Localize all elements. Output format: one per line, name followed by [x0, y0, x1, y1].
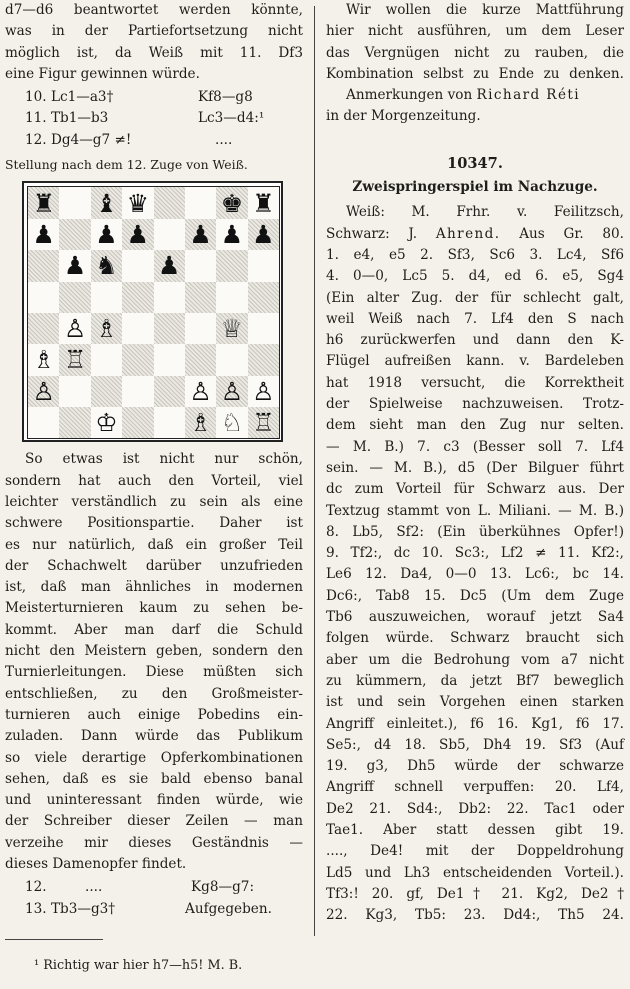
board-square — [216, 344, 247, 375]
game-body — [326, 202, 624, 926]
footnote-text: Richtig war hier h7—h5! M. B. — [43, 958, 243, 973]
board-square — [185, 187, 216, 218]
text-line — [326, 224, 624, 245]
board-square — [59, 407, 90, 438]
text-line: Flügel aufreißen kann. v. Bardeleben — [326, 353, 624, 370]
text-line: entschließen, zu den Großmeister- — [5, 685, 303, 702]
board-square — [122, 250, 153, 281]
right-column — [326, 0, 624, 926]
text-line: De2 21. Sd4:, Db2: 22. Tac1 oder — [326, 800, 624, 817]
board-square: ♞ — [91, 250, 122, 281]
left-column — [5, 0, 303, 920]
ellipsis: .... — [85, 879, 103, 896]
text-line: Se5:, d4 18. Sb5, Dh4 19. Sf3 (Auf — [326, 736, 624, 753]
text-line: 1. e4, e5 2. Sf3, Sc6 3. Lc4, Sf6 — [326, 246, 624, 263]
board-square — [91, 282, 122, 313]
text-line: leichter verständlich zu sein als eine — [5, 493, 303, 510]
black-move: Kf8—g8 — [198, 89, 253, 106]
game-title: Zweispringerspiel im Nachzuge. — [352, 179, 598, 196]
text-line: der Spielweise nachzuweisen. Trotz- — [326, 396, 624, 413]
text-line: Angriff einleitet.), f6 16. Kg1, f6 17. — [326, 715, 624, 732]
left-intro-paragraph — [5, 0, 303, 85]
text-line: der Schachwelt darüber unzufrieden — [5, 557, 303, 574]
text-line: schwere Positionspartie. Daher ist — [5, 515, 303, 532]
white-move: 13. Tb3—g3† — [25, 900, 116, 917]
black-move: .... — [215, 131, 233, 148]
board-square — [154, 376, 185, 407]
move-row — [5, 130, 303, 151]
board-square — [154, 407, 185, 438]
source-ref: Aus Gr. 80. — [519, 225, 625, 242]
board-square: ♟ — [154, 250, 185, 281]
board-square — [185, 282, 216, 313]
annotation-source: in der Morgenzeitung. — [326, 108, 481, 125]
text-line: Textzug stammt von L. Miliani. — M. B.) — [326, 502, 624, 519]
board-square — [185, 313, 216, 344]
right-intro-paragraph — [326, 0, 624, 85]
text-line: nicht den Meistern geben, sondern den — [5, 643, 303, 660]
board-square — [28, 407, 59, 438]
board-square: ♟ — [91, 219, 122, 250]
white-move: 12. — [25, 879, 47, 896]
result-text: Aufgegeben. — [185, 900, 272, 917]
text-line: und uninteressant finden würde, wie — [5, 792, 303, 809]
text-line: sein. — M. B.), d5 (Der Bilguer führt — [326, 459, 624, 476]
text-line: ist, daß man ähnliches in modernen — [5, 579, 303, 596]
chess-board — [22, 181, 283, 442]
annotator-name: Richard Réti — [476, 87, 580, 104]
board-square: ♗ — [185, 407, 216, 438]
text-line: Tae1. Aber statt dessen gibt 19. — [326, 821, 624, 838]
text-line: folgen würde. Schwarz braucht sich — [326, 630, 624, 647]
column-rule — [314, 6, 315, 936]
text-line: Ld5 und Lh3 entscheidenden Vorteil.). — [326, 864, 624, 881]
text-line: Tf3:! 20. gf, De1† 21. Kg2, De2† — [326, 885, 624, 902]
board-square: ♔ — [91, 407, 122, 438]
board-square — [122, 376, 153, 407]
board-square: ♟ — [59, 250, 90, 281]
black-move: Lc3—d4:¹ — [198, 110, 265, 127]
board-square — [248, 282, 279, 313]
text-line: — M. B.) 7. c3 (Besser soll 7. Lf4 — [326, 438, 624, 455]
board-square — [216, 282, 247, 313]
text-line: 22. Kg3, Tb5: 23. Dd4:, Th5 24. — [326, 907, 624, 924]
board-square — [216, 250, 247, 281]
text-line: Angriff schnell verpuffen: 20. Lf4, — [326, 779, 624, 796]
text-line: dem sieht man den Zug nur selten. — [326, 417, 624, 434]
white-move: 11. Tb1—b3 — [25, 110, 109, 127]
text-line: dc zum Vorteil für Schwarz aus. Der — [326, 481, 624, 498]
board-square: ♙ — [59, 313, 90, 344]
text-line: So etwas ist nicht nur schön, — [25, 451, 303, 468]
board-square: ♖ — [59, 344, 90, 375]
board-square: ♙ — [28, 376, 59, 407]
move-row — [5, 899, 303, 920]
board-square — [59, 219, 90, 250]
text-line: zu kümmern, da jetzt Bf7 beweglich — [326, 672, 624, 689]
text-line: verzeihe mir dieses Geständnis — — [5, 834, 303, 851]
text-line: weil Weiß nach 7. Lf4 den S nach — [326, 310, 624, 327]
text-line: h6 zurückwerfen und dann den K- — [326, 332, 624, 349]
board-square: ♗ — [28, 344, 59, 375]
text-line: hat 1918 versucht, die Korrektheit — [326, 374, 624, 391]
board-square — [28, 313, 59, 344]
board-square — [185, 344, 216, 375]
board-square — [122, 282, 153, 313]
white-move: 12. Dg4—g7 ≠! — [25, 131, 132, 148]
board-square — [91, 344, 122, 375]
text-line: was in der Partiefortsetzung nicht — [5, 23, 303, 40]
board-square — [59, 376, 90, 407]
text-line: Kombination selbst zu Ende zu denken. — [326, 65, 624, 82]
text-line: hier nicht ausführen, um dem Leser — [326, 23, 624, 40]
move-row — [5, 108, 303, 129]
board-square: ♚ — [216, 187, 247, 218]
board-square — [91, 376, 122, 407]
board-square: ♟ — [216, 219, 247, 250]
text-line: es nur natürlich, daß ein großer Teil — [5, 536, 303, 553]
board-square: ♜ — [248, 187, 279, 218]
board-square — [154, 187, 185, 218]
board-square: ♟ — [185, 219, 216, 250]
board-square: ♙ — [248, 376, 279, 407]
text-line: das Vergnügen nicht zu rauben, die — [326, 44, 624, 61]
white-move: 10. Lc1—a3† — [25, 89, 114, 106]
players-label: Weiß: — [346, 204, 385, 221]
text-line: Meisterturnieren kaum zu sehen be- — [5, 600, 303, 617]
text-line: so viele derartige Opferkombinationen — [5, 749, 303, 766]
board-square — [154, 313, 185, 344]
left-commentary-paragraph — [5, 449, 303, 875]
text-line: 9. Tf2:, dc 10. Sc3:, Lf2 ≠ 11. Kf2:, — [326, 545, 624, 562]
text-line: dieses Damenopfer findet. — [5, 856, 187, 873]
board-square: ♗ — [91, 313, 122, 344]
board-square: ♟ — [122, 219, 153, 250]
text-line: zuladen. Dann würde das Publikum — [5, 728, 303, 745]
board-square — [248, 344, 279, 375]
board-square — [28, 250, 59, 281]
board-square — [59, 187, 90, 218]
text-line: möglich ist, da Weiß mit 11. Df3 — [5, 44, 303, 61]
text-line: ...., De4! mit der Doppeldrohung — [326, 843, 624, 860]
game-number: 10347. — [447, 154, 503, 172]
text-line: Tb6 auszuweichen, worauf jetzt Sa4 — [326, 609, 624, 626]
text-line: 4. 0—0, Lc5 5. d4, ed 6. e5, Sg4 — [326, 268, 624, 285]
board-square — [122, 407, 153, 438]
move-list-bottom — [5, 877, 303, 920]
board-square: ♘ — [216, 407, 247, 438]
board-grid — [27, 186, 280, 439]
move-list-top — [5, 87, 303, 151]
board-square — [122, 313, 153, 344]
text-line: turnieren auch einige Pobedins ein- — [5, 706, 303, 723]
text-line — [326, 202, 624, 223]
text-line: eine Figur gewinnen würde. — [5, 65, 200, 82]
black-label: Schwarz: J. — [326, 225, 418, 242]
text-line: sondern hat auch den Vorteil, viel — [5, 472, 303, 489]
text-line: aber um die Bedrohung vom a7 nicht — [326, 651, 624, 668]
board-square: ♕ — [216, 313, 247, 344]
text-line: Turnierleitungen. Diese müßten sich — [5, 664, 303, 681]
board-square: ♝ — [91, 187, 122, 218]
board-square — [185, 250, 216, 281]
board-square — [154, 219, 185, 250]
board-square — [248, 313, 279, 344]
text-line: Dc6:, Tab8 15. Dc5 (Um dem Zuge — [326, 587, 624, 604]
annotation-prefix: Anmerkungen von — [346, 87, 473, 104]
white-player: M. Frhr. v. Feilitzsch, — [411, 204, 624, 221]
text-line: d7—d6 beantwortet werden könnte, — [5, 2, 303, 18]
text-line: ist und sein Vorgehen einen starken — [326, 694, 624, 711]
footnote-rule — [5, 939, 103, 940]
move-row — [5, 877, 303, 898]
board-square — [28, 282, 59, 313]
black-move: Kg8—g7: — [191, 879, 255, 896]
black-player: Ahrend. — [435, 225, 501, 242]
board-square: ♙ — [185, 376, 216, 407]
diagram-caption: Stellung nach dem 12. Zuge von Weiß. — [5, 157, 248, 173]
board-square — [154, 344, 185, 375]
board-square: ♟ — [248, 219, 279, 250]
board-square: ♟ — [28, 219, 59, 250]
text-line: der Schreiber dieser Zeilen — man — [5, 813, 303, 830]
text-line: 19. g3, Dh5 würde der schwarze — [326, 758, 624, 775]
board-square — [59, 282, 90, 313]
board-square — [122, 344, 153, 375]
footnote-mark: ¹ — [34, 958, 40, 973]
text-line: (Ein alter Zug. der für schlecht galt, — [326, 289, 624, 306]
board-square: ♛ — [122, 187, 153, 218]
board-square — [154, 282, 185, 313]
text-line: sehen, daß es sie bald ebenso banal — [5, 770, 303, 787]
board-square: ♖ — [248, 407, 279, 438]
text-line: 8. Lb5, Sf2: (Ein überkühnes Opfer!) — [326, 523, 624, 540]
text-line: kommt. Aber man darf die Schuld — [5, 621, 303, 638]
move-row — [5, 87, 303, 108]
annotation-credit — [326, 85, 624, 106]
text-line: Wir wollen die kurze Mattführung — [346, 2, 624, 18]
footnote — [34, 958, 242, 973]
text-line: Le6 12. Da4, 0—0 13. Lc6:, bc 14. — [326, 566, 624, 583]
board-square: ♜ — [28, 187, 59, 218]
board-square: ♙ — [216, 376, 247, 407]
game-moves-text — [326, 245, 624, 927]
board-square — [248, 250, 279, 281]
